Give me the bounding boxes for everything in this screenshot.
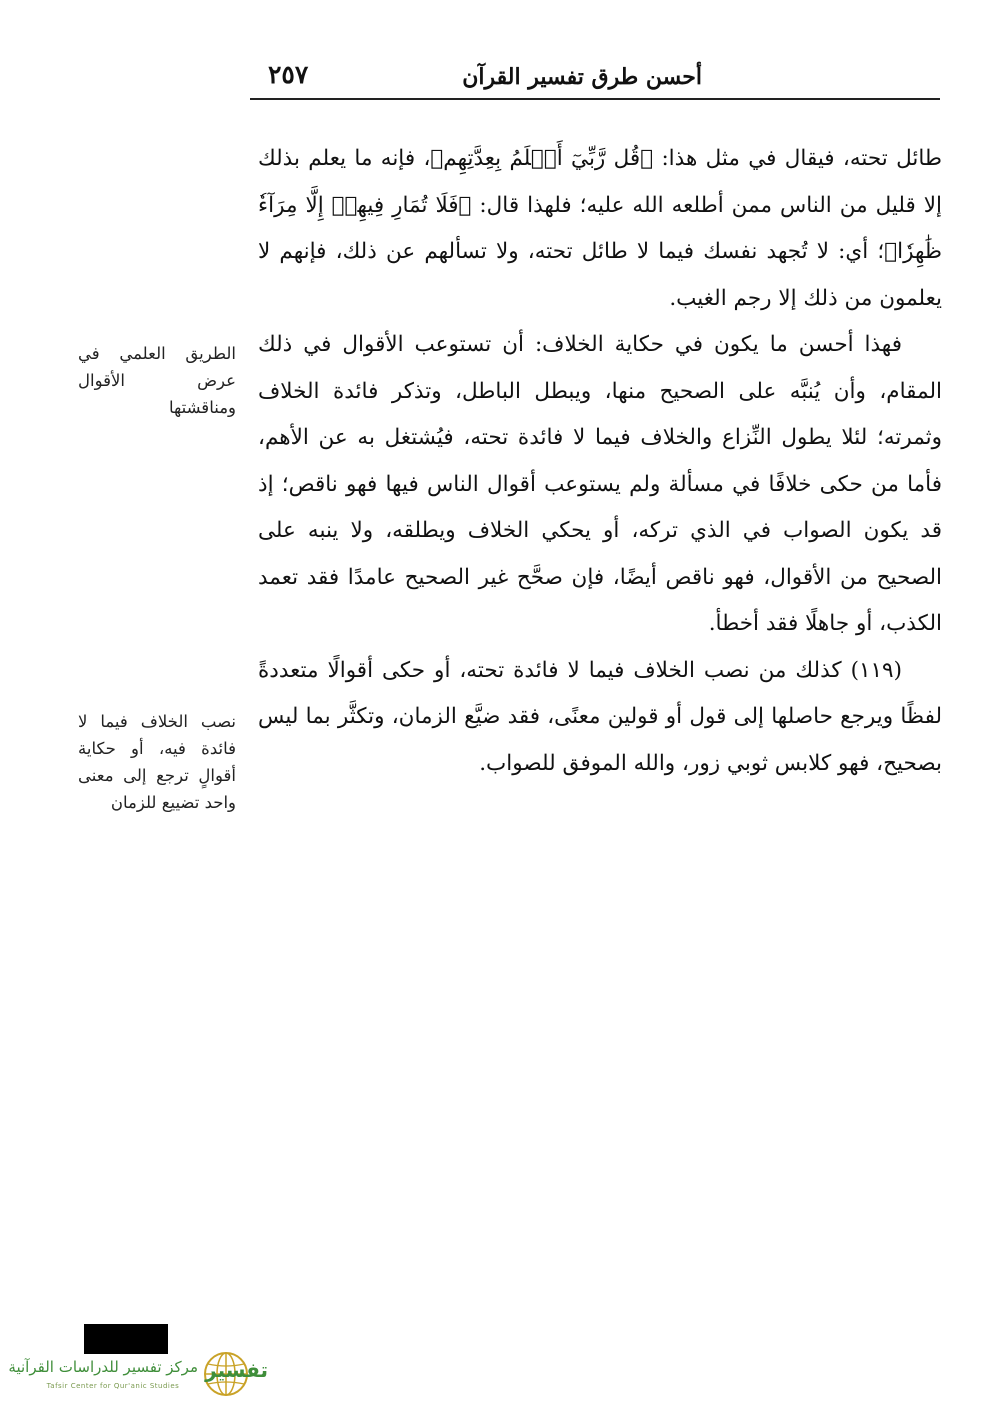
logo-emblem-text: تفسير xyxy=(205,1358,268,1382)
margin-note: الطريق العلمي في عرض الأقوال ومناقشتها xyxy=(78,344,236,417)
page-header xyxy=(250,58,940,100)
logo-english-text: Tafsir Center for Qur'anic Studies xyxy=(46,1382,180,1390)
paragraph: (١١٩) كذلك من نصب الخلاف فيما لا فائدة تحته، أو حكى أقوالًا متعددةً لفظًا ويرجع حاصلها إلى قول أو قولين معنًى، فقد ضيَّع الزمان، وتكثَّر بما ليس بصحيح، فهو كلابس ثوبي زور، والله الموفق للصواب. xyxy=(258,657,942,776)
margin-note: نصب الخلاف فيما لا فائدة فيه، أو حكاية أقوالٍ ترجع إلى معنى واحد تضييع للزمان xyxy=(78,712,236,812)
logo-arabic-text: مركز تفسير للدراسات القرآنية xyxy=(8,1358,198,1376)
paragraph: طائل تحته، فيقال في مثل هذا: ﴿قُل رَّبِّيٓ أَعۡلَمُ بِعِدَّتِهِم﴾، فإنه ما يعلم بذلك إلا قليل من الناس ممن أطلعه الله عليه؛ فلهذا قال: ﴿فَلَا تُمَارِ فِيهِمۡ إِلَّا مِرَآءٗ ظَٰهِرٗا﴾؛ أي: لا تُجهد نفسك فيما لا طائل تحته، ولا تسألهم عن ذلك، فإنهم لا يعلمون من ذلك إلا رجم الغيب. xyxy=(258,146,942,311)
main-text xyxy=(258,136,942,787)
paragraph: فهذا أحسن ما يكون في حكاية الخلاف: أن تستوعب الأقوال في ذلك المقام، وأن يُنبَّه على الصحيح منها، ويبطل الباطل، وتذكر فائدة الخلاف وثمرته؛ لئلا يطول النِّزاع والخلاف فيما لا فائدة تحته، فيُشتغل به عن الأهم، فأما من حكى خلافًا في مسألة ولم يستوعب أقوال الناس فيها فهو ناقص؛ إذ قد يكون الصواب في الذي تركه، أو يحكي الخلاف ويطلقه، ولا ينبه على الصحيح من الأقوال، فهو ناقص أيضًا، فإن صحَّح غير الصحيح عامدًا فقد تعمد الكذب، أو جاهلًا فقد أخطأ. xyxy=(258,332,942,636)
publisher-logo xyxy=(10,1346,272,1402)
page-number: ٢٥٧ xyxy=(268,60,309,89)
running-title: أحسن طرق تفسير القرآن xyxy=(462,64,702,90)
